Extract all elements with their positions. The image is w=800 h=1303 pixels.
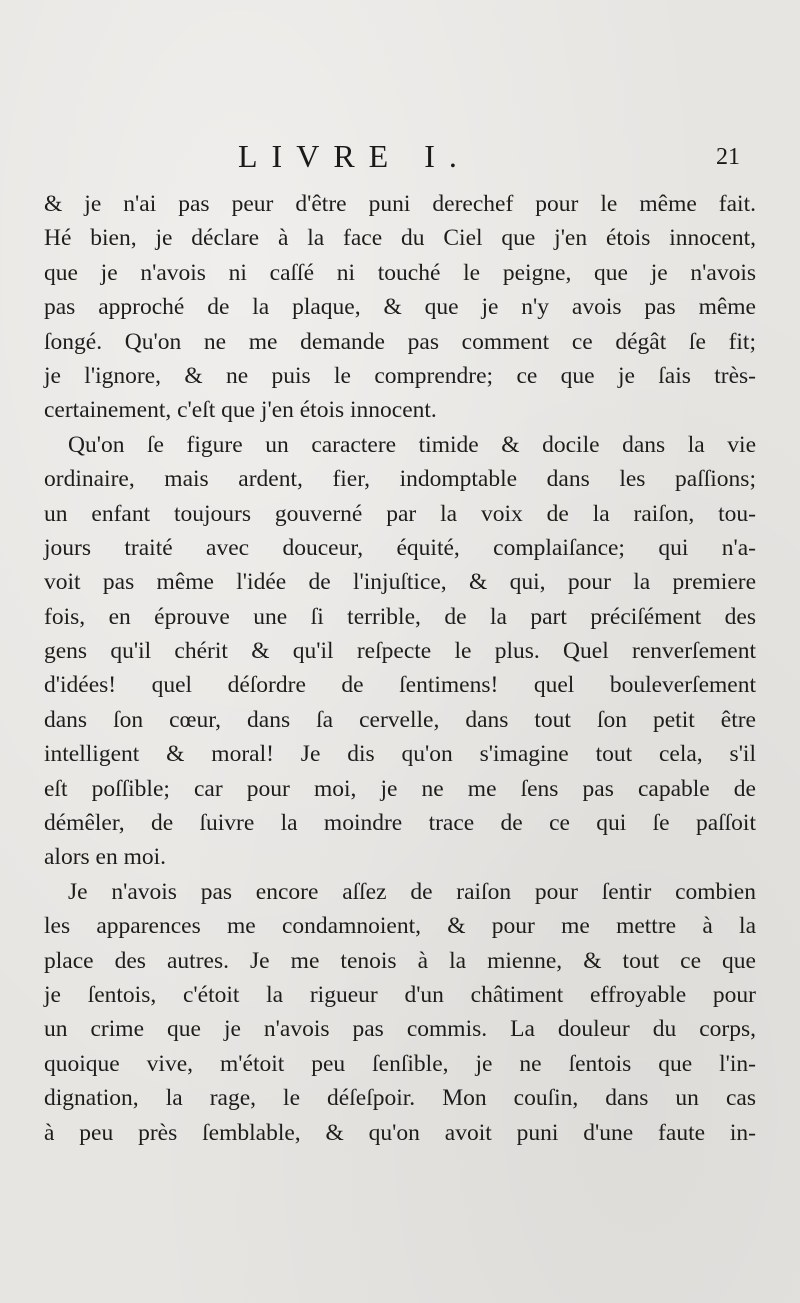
text-line: place des autres. Je me tenois à la mienne, & tout ce que [44,947,756,974]
page-header [0,138,800,178]
text-line: ſongé. Qu'on ne me demande pas comment ce dégât ſe fit; [44,328,756,355]
text-line: Qu'on ſe figure un caractere timide & docile dans la vie [68,431,756,458]
text-line: certainement, c'eſt que j'en étois innocent. [44,397,437,424]
text-line: ordinaire, mais ardent, fier, indomptable dans les paſſions; [44,466,756,493]
text-line: eſt poſſible; car pour moi, je ne me ſens pas capable de [44,775,756,802]
text-line: & je n'ai pas peur d'être puni derechef pour le même fait. [44,191,756,217]
text-line: intelligent & moral! Je dis qu'on s'imagine tout cela, s'il [44,741,756,768]
text-line: alors en moi. [44,844,167,871]
text-line: dans ſon cœur, dans ſa cervelle, dans tout ſon petit être [44,706,756,733]
running-title: LIVRE I. [238,138,471,174]
text-line: dignation, la rage, le déſeſpoir. Mon couſin, dans un cas [44,1085,756,1112]
text-line: je l'ignore, & ne puis le comprendre; ce que je ſais très- [44,362,756,389]
text-line: d'idées! quel déſordre de ſentimens! quel bouleverſement [44,672,756,699]
text-line: fois, en éprouve une ſi terrible, de la part préciſément des [44,603,756,630]
text-line: Hé bien, je déclare à la face du Ciel que j'en étois innocent, [44,225,756,252]
text-line: démêler, de ſuivre la moindre trace de ce qui ſe paſſoit [44,810,756,837]
page-number: 21 [716,144,740,170]
text-line: Je n'avois pas encore aſſez de raiſon pour ſentir combien [68,878,756,905]
text-line: un crime que je n'avois pas commis. La douleur du corps, [44,1016,756,1043]
text-line: gens qu'il chérit & qu'il reſpecte le plus. Quel renverſement [44,638,756,665]
text-line: quoique vive, m'étoit peu ſenſible, je ne ſentois que l'in- [44,1050,756,1077]
text-line: que je n'avois ni caſſé ni touché le peigne, que je n'avois [44,259,756,286]
text-line: à peu près ſemblable, & qu'on avoit puni d'une faute in- [44,1119,756,1146]
text-line: un enfant toujours gouverné par la voix de la raiſon, tou- [44,500,756,527]
text-line: les apparences me condamnoient, & pour me mettre à la [44,913,756,940]
text-line: voit pas même l'idée de l'injuſtice, & qui, pour la premiere [44,569,756,596]
text-line: jours traité avec douceur, équité, complaiſance; qui n'a- [44,534,756,561]
text-line: je ſentois, c'étoit la rigueur d'un châtiment effroyable pour [44,981,756,1008]
text-line: pas approché de la plaque, & que je n'y avois pas même [44,294,756,321]
body-text [44,187,756,1150]
